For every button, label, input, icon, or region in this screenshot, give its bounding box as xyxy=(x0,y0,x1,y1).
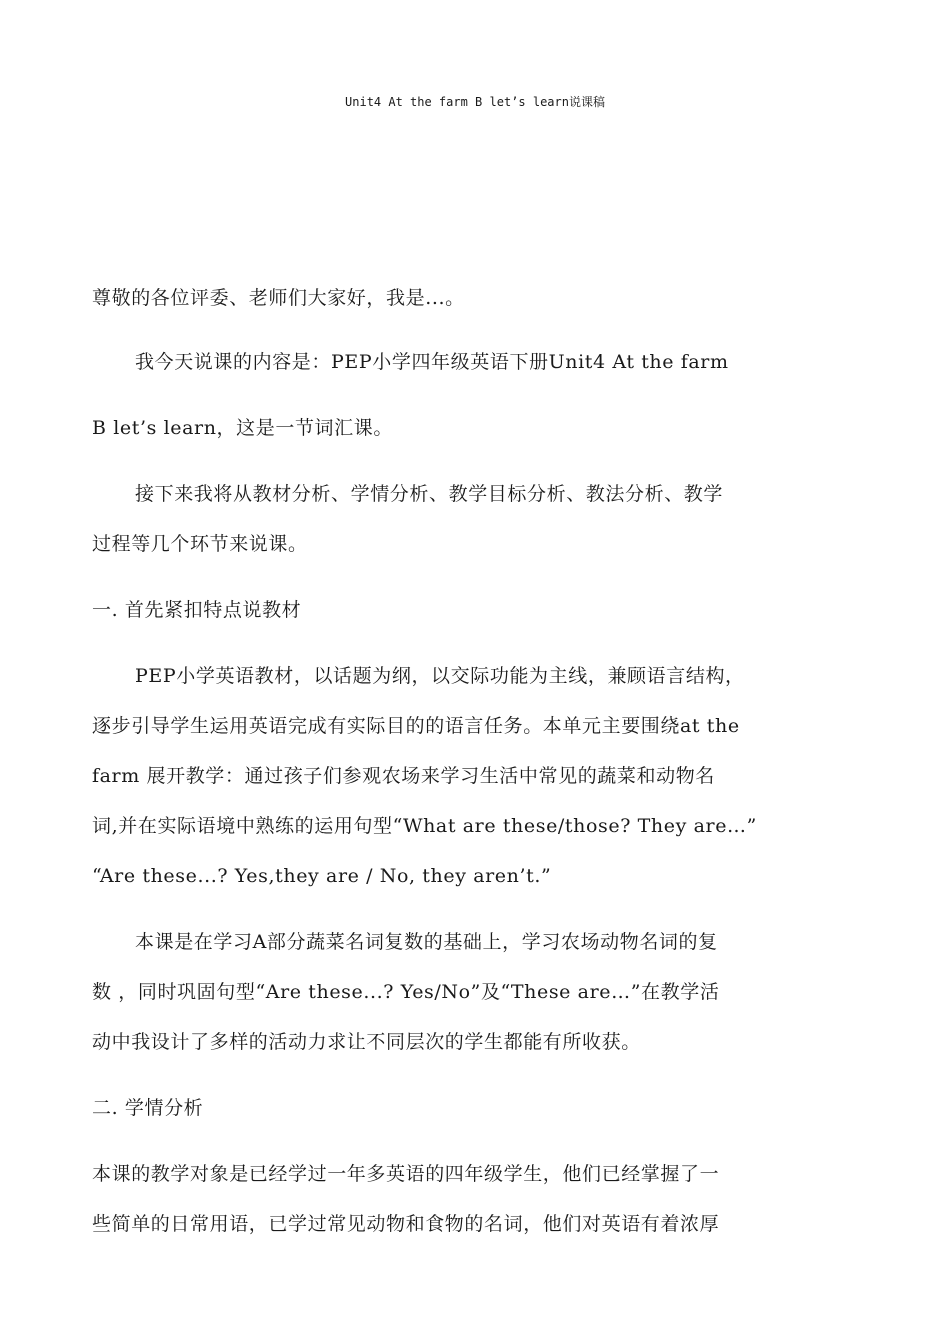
paragraph-content-line-1: 我今天说课的内容是：PEP小学四年级英语下册Unit4 At the farm xyxy=(135,351,729,373)
paragraph-outline-line-1: 接下来我将从教材分析、学情分析、教学目标分析、教法分析、教学 xyxy=(135,483,724,505)
paragraph-lesson-line-1: 本课是在学习A部分蔬菜名词复数的基础上，学习农场动物名词的复 xyxy=(135,931,718,953)
paragraph-lesson-line-3: 动中我设计了多样的活动力求让不同层次的学生都能有所收获。 xyxy=(92,1031,641,1053)
paragraph-lesson-line-2: 数 ，同时巩固句型“Are these...? Yes/No”及“These are…”在教学活 xyxy=(92,981,720,1003)
paragraph-greeting: 尊敬的各位评委、老师们大家好，我是...。 xyxy=(92,287,465,309)
paragraph-textbook-line-1: PEP小学英语教材，以话题为纲，以交际功能为主线，兼顾语言结构， xyxy=(135,665,745,687)
paragraph-textbook-line-2: 逐步引导学生运用英语完成有实际目的的语言任务。本单元主要围绕at the xyxy=(92,715,740,737)
paragraph-textbook-line-4: 词,并在实际语境中熟练的运用句型“What are these/those? They are…” xyxy=(92,815,757,837)
paragraph-textbook-line-3: farm 展开教学：通过孩子们参观农场来学习生活中常见的蔬菜和动物名 xyxy=(92,765,715,787)
paragraph-outline-line-2: 过程等几个环节来说课。 xyxy=(92,533,308,555)
paragraph-students-line-2: 些简单的日常用语，已学过常见动物和食物的名词，他们对英语有着浓厚 xyxy=(92,1213,720,1235)
document-title: Unit4 At the farm B let’s learn说课稿 xyxy=(345,95,605,109)
paragraph-students-line-1: 本课的教学对象是已经学过一年多英语的四年级学生，他们已经掌握了一 xyxy=(92,1163,720,1185)
section-heading-textbook: 一. 首先紧扣特点说教材 xyxy=(92,599,302,621)
paragraph-content-line-2: B let’s learn，这是一节词汇课。 xyxy=(92,417,393,439)
section-heading-students: 二. 学情分析 xyxy=(92,1097,204,1119)
paragraph-textbook-line-5: “Are these...? Yes,they are / No, they aren’t.” xyxy=(92,865,552,887)
